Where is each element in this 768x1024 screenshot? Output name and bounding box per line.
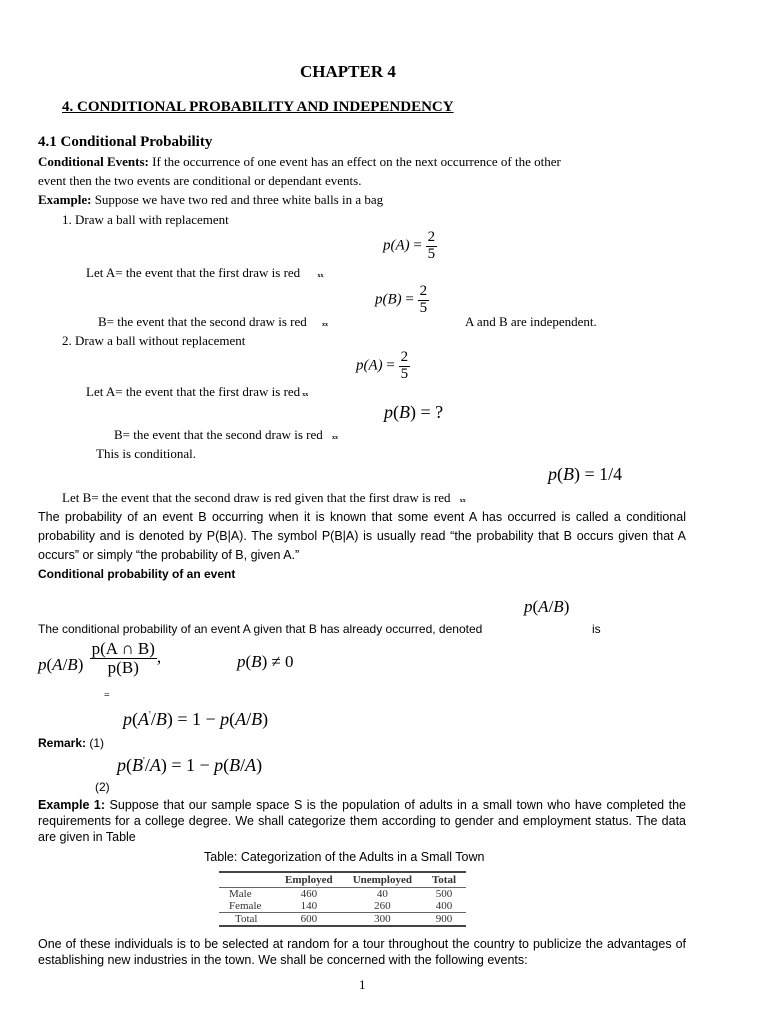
- chapter-subtitle: 4. CONDITIONAL PROBABILITY AND INDEPENDENCY: [62, 99, 454, 115]
- table-cell: 260: [374, 900, 391, 912]
- table-cell: 600: [275, 913, 343, 927]
- fraction-denominator: 5: [419, 299, 428, 316]
- example-text: Suppose we have two red and three white balls in a bag: [91, 192, 384, 207]
- formula-pb-quarter: p(B) = 1/4: [548, 464, 623, 484]
- example1-label: Example 1:: [38, 798, 106, 812]
- table-cell: Female: [229, 900, 262, 912]
- conditional-text: This is conditional.: [96, 446, 197, 461]
- table-row: [219, 913, 466, 927]
- fraction-numerator: 2: [400, 349, 409, 365]
- example1-text: Suppose that our sample space S is the population of adults in a small town who have completed the requirements for a college degree. We shall categorize them according to gender and employment status. The data are given in Table: [38, 798, 686, 844]
- table-cell: 500: [435, 888, 453, 900]
- independent-text: A and B are independent.: [465, 314, 597, 329]
- table-header-cell: Employed: [275, 872, 343, 888]
- table-header-cell: Unemployed: [343, 872, 422, 888]
- table-cell: 300: [343, 913, 422, 927]
- mark: xx: [317, 273, 324, 279]
- let-a-text: Let A= the event that the first draw is red: [86, 265, 301, 280]
- remark-label: Remark:: [38, 736, 87, 750]
- table-cell: 900: [422, 913, 466, 927]
- remark-line: [38, 736, 104, 750]
- let-b-given-line: [62, 490, 466, 506]
- list-item-2: 2. Draw a ball without replacement: [62, 333, 246, 348]
- question-mark: ?: [435, 402, 444, 422]
- probability-paragraph: The probability of an event B occurring when it is known that some event A has occurred is called a conditional probability and is denoted by P(B|A). The symbol P(B|A) is usually read “the probability that B occurs given that A occurs” or simply “the probability of B, given A.”: [38, 510, 686, 562]
- formula-pb-1: p(B) = $\frac{2}{5}$: [375, 283, 428, 316]
- formula-pb-question: p(B) = ?: [384, 402, 444, 422]
- fraction-numerator: 2: [427, 229, 436, 245]
- table-cell: 460: [300, 888, 318, 900]
- mark: xx: [332, 435, 339, 441]
- table-cell: 40: [376, 888, 388, 900]
- fraction-numerator: 2: [419, 283, 428, 299]
- formula-complement-a: p(A'/B) = 1 − p(A/B): [123, 709, 269, 729]
- formula-complement-b: p(B'/A) = 1 − p(B/A): [117, 755, 263, 775]
- data-table: [219, 871, 466, 927]
- formula-pa-1: p(A) = $\frac{2}{5}$: [383, 229, 436, 262]
- closing-paragraph: One of these individuals is to be selected at random for a tour throughout the country to publicize the advantages of establishing new industries in the town. We shall be concerned with the following events:: [38, 937, 686, 967]
- conditional-events-text: If the occurrence of one event has an effect on the next occurrence of the other: [148, 154, 561, 169]
- cond-prob-heading: Conditional probability of an event: [38, 567, 236, 581]
- table-header-row: [219, 872, 466, 888]
- formula-pab-notation: p(A/B): [524, 597, 570, 616]
- equals-sign: =: [104, 690, 110, 701]
- b-text: B= the event that the second draw is red: [114, 427, 323, 442]
- mark: xx: [322, 322, 329, 328]
- fraction-denominator: 5: [400, 365, 409, 382]
- mark: xx: [302, 392, 309, 398]
- conditional-events-label: Conditional Events:: [38, 154, 149, 169]
- mark: xx: [459, 498, 466, 504]
- example-label: Example:: [38, 192, 92, 207]
- quarter-value: 1/4: [599, 464, 623, 484]
- remark-2: (2): [95, 780, 110, 794]
- table-row: [219, 900, 466, 913]
- let-b-given-text: Let B= the event that the second draw is red given that the first draw is red: [62, 490, 451, 505]
- conditional-events-line: [38, 154, 561, 170]
- table-cell: 400: [435, 900, 453, 912]
- conditional-events-line2: event then the two events are conditional or dependant events.: [38, 173, 362, 188]
- b-line-1: [98, 314, 328, 330]
- data-table-wrap: [219, 871, 466, 927]
- fraction-denominator: 5: [427, 245, 436, 262]
- list-item-1: 1. Draw a ball with replacement: [62, 212, 229, 227]
- section-title: 4.1 Conditional Probability: [38, 134, 213, 150]
- example-line: [38, 192, 383, 208]
- page-number: 1: [359, 977, 366, 992]
- formula-pb-nonzero: p(B) ≠ 0: [237, 652, 294, 671]
- let-a-line-1: [86, 265, 323, 281]
- formula-pa-2: p(A) = $\frac{2}{5}$: [356, 349, 409, 382]
- is-word: is: [592, 622, 601, 636]
- b-text: B= the event that the second draw is red: [98, 314, 307, 329]
- b-line-2: [114, 427, 338, 443]
- table-header-cell: Total: [422, 872, 466, 888]
- chapter-title: CHAPTER 4: [300, 62, 396, 81]
- table-header-cell: [219, 872, 275, 888]
- cond-prob-sentence: The conditional probability of an event A given that B has already occurred, denoted: [38, 622, 483, 636]
- table-cell: Total: [219, 913, 275, 927]
- formula-conditional-definition: p(A/B) $\frac{p(A \cap B)}{p(B)}$ ,: [38, 639, 162, 677]
- let-a-line-2: [86, 384, 308, 400]
- example1-paragraph: [38, 797, 686, 845]
- table-caption: Table: Categorization of the Adults in a Small Town: [204, 850, 485, 864]
- let-a-text: Let A= the event that the first draw is red: [86, 384, 301, 399]
- table-cell: 140: [300, 900, 318, 912]
- remark-1: (1): [86, 736, 105, 750]
- table-row: [219, 888, 466, 901]
- table-cell: Male: [229, 888, 252, 900]
